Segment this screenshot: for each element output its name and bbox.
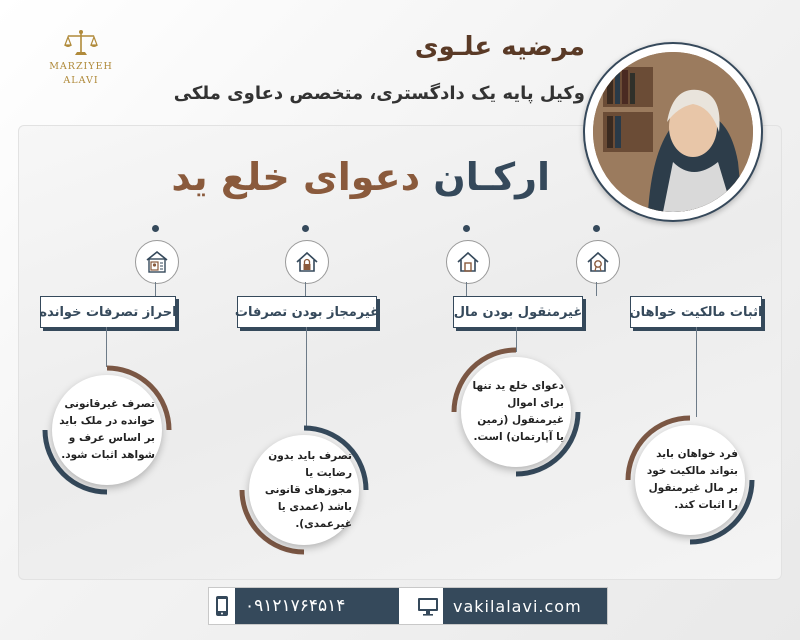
lawyer-name: مرضیه علـوی <box>414 32 585 62</box>
scales-of-justice-icon <box>63 28 99 58</box>
label-possession: احراز تصرفات خوانده <box>40 296 176 328</box>
portrait-photo <box>593 52 753 212</box>
logo-name-line2: ALAVI <box>63 75 99 86</box>
connector-line <box>306 327 307 427</box>
disc-text-immovable: دعوای خلع ید تنها برای اموال غیرمنقول (زمین یا آپارتمان) است. <box>472 380 564 443</box>
disc-circle <box>249 435 359 545</box>
disc-circle <box>635 425 745 535</box>
monitor-icon <box>413 588 443 624</box>
label-immovable: غیرمنقول بودن مال <box>453 296 583 328</box>
label-unauthorized: غیرمجاز بودن تصرفات <box>237 296 377 328</box>
connector-line <box>466 282 467 296</box>
house-seal-icon <box>576 240 620 284</box>
house-lock-icon <box>285 240 329 284</box>
info-disc-immovable <box>451 347 581 477</box>
column-dot <box>463 225 470 232</box>
lawyer-title: وکیل پایه یک دادگستری، متخصص دعاوی ملکی <box>173 83 585 104</box>
column-dot <box>593 225 600 232</box>
disc-text-possession: تصرف غیرقانونی خوانده در ملک باید بر اساس عرف و شواهد اثبات شود. <box>59 398 155 461</box>
phone-number[interactable]: ۰۹۱۲۱۷۶۴۵۱۴ <box>245 596 346 616</box>
contact-bar <box>208 587 608 625</box>
logo-name-line1: MARZIYEH <box>49 61 113 72</box>
info-disc-possession <box>42 365 172 495</box>
label-ownership-proof: اثبات مالکیت خواهان <box>630 296 762 328</box>
column-dot <box>152 225 159 232</box>
website-box[interactable] <box>413 588 607 624</box>
disc-circle <box>52 375 162 485</box>
house-icon <box>446 240 490 284</box>
connector-line <box>596 282 597 296</box>
website-link[interactable]: vakilalavi.com <box>453 596 582 616</box>
info-disc-unauthorized <box>239 425 369 555</box>
disc-text-unauthorized: تصرف باید بدون رضایت یا مجوزهای قانونی باشد (عمدی یا غیرعمدی). <box>264 449 352 530</box>
lawyer-portrait <box>583 42 763 222</box>
connector-line <box>696 327 697 417</box>
heading-part-2: دعوای خلع ید <box>171 155 421 199</box>
heading-part-1: ارکـان <box>420 155 550 199</box>
main-heading <box>171 155 550 199</box>
phone-icon <box>209 588 235 624</box>
disc-circle <box>461 357 571 467</box>
connector-line <box>106 327 107 367</box>
connector-line <box>155 282 156 296</box>
logo <box>46 28 116 86</box>
disc-text-ownership: فرد خواهان باید بتواند مالکیت خود بر مال غیرمنقول را اثبات کند. <box>646 448 738 511</box>
column-dot <box>302 225 309 232</box>
phone-box[interactable] <box>209 588 399 624</box>
house-person-icon <box>135 240 179 284</box>
connector-line <box>305 282 306 296</box>
info-disc-ownership <box>625 415 755 545</box>
